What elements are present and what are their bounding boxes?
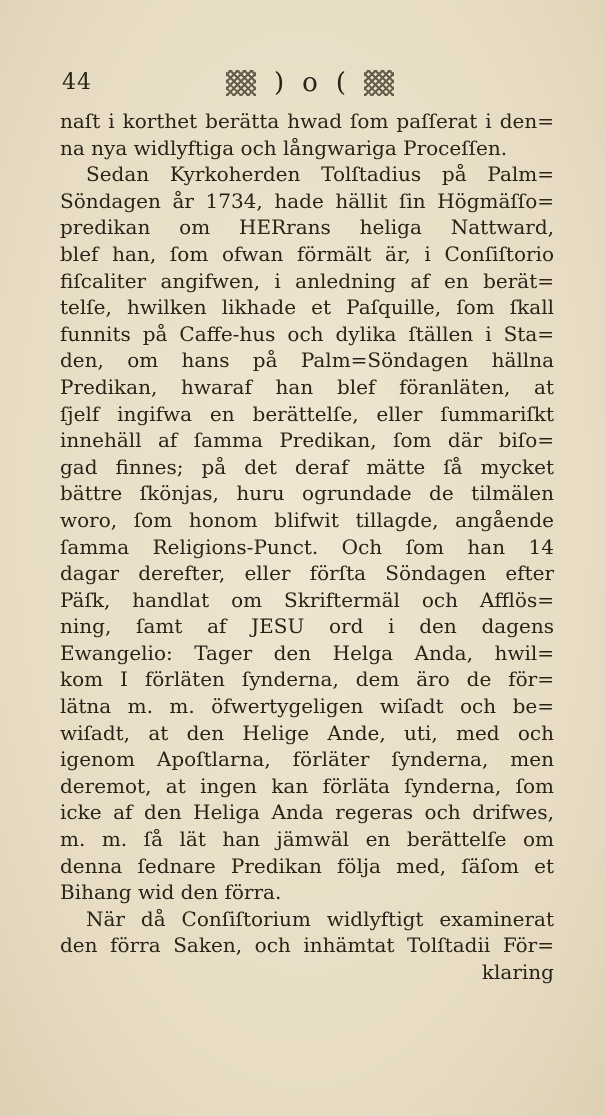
text-line: klaring — [481, 960, 554, 984]
text-line: m. m. ſå lät han jämwäl en berättelſe om — [60, 827, 554, 852]
text-line: innehäll af ſamma Predikan, ſom där biſo= — [60, 428, 554, 453]
text-line: Ewangelio: Tager den Helga Anda, hwil= — [60, 640, 554, 665]
text-line: ſamma Religions-Punct. Och ſom han 14 — [60, 534, 554, 559]
body-text — [60, 108, 554, 986]
text-line: ſjelf ingifwa en berättelſe, eller ſummariſkt — [60, 401, 554, 426]
text-line: funnits på Caffe-hus och dylika ſtällen i Sta= — [60, 321, 554, 346]
ornament-left-icon — [226, 70, 256, 96]
text-line: Päſk, handlat om Skriftermäl och Afflös= — [60, 587, 554, 612]
text-line: När då Conſiſtorium widlyftigt examinerat — [86, 906, 554, 931]
text-line: wiſadt, at den Helige Ande, uti, med och — [60, 720, 554, 745]
ornament-center-mark: o — [302, 68, 318, 98]
text-line: fiſcaliter angifwen, i anledning af en berät= — [60, 268, 554, 293]
text-line: Bihang wid den förra. — [60, 880, 282, 905]
text-line: Söndagen år 1734, hade hällit ſin Högmäſſo= — [60, 188, 554, 213]
ornament-right-paren: ( — [335, 68, 346, 98]
text-line: gad finnes; på det deraf mätte ſå mycket — [60, 454, 554, 479]
text-line: telſe, hwilken likhade et Paſquille, ſom ſkall — [60, 295, 554, 320]
text-line: woro, ſom honom blifwit tillagde, angående — [60, 507, 554, 532]
text-line: deremot, at ingen kan förläta ſynderna, ſom — [60, 773, 554, 798]
text-line: lätna m. m. öfwertygeligen wiſadt och be= — [60, 694, 554, 719]
page-header — [60, 64, 545, 104]
text-line: igenom Apoſtlarna, förläter ſynderna, men — [60, 747, 554, 772]
text-line: naſt i korthet berätta hwad ſom paſſerat i den= — [60, 109, 554, 133]
ornament-right-icon — [364, 70, 394, 96]
text-line: ning, ſamt af JESU ord i den dagens — [60, 614, 554, 639]
text-line: blef han, ſom ofwan förmält är, i Conſiſtorio — [60, 241, 554, 266]
text-line: Sedan Kyrkoherden Tolſtadius på Palm= — [86, 162, 554, 187]
text-line: den förra Saken, och inhämtat Tolſtadii För= — [60, 933, 554, 958]
text-line: icke af den Heliga Anda regeras och drifwes, — [60, 800, 554, 825]
text-line: dagar derefter, eller förſta Söndagen efter — [60, 561, 554, 586]
text-line: predikan om HERrans heliga Nattward, — [60, 215, 554, 240]
text-line: denna ſednare Predikan följa med, ſäſom et — [60, 853, 554, 878]
page-number: 44 — [62, 70, 92, 95]
text-line: bättre ſkönjas, huru ogrundade de tilmälen — [60, 481, 554, 506]
text-line: Predikan, hwaraf han blef föranläten, at — [60, 374, 554, 399]
text-line: na nya widlyftiga och långwariga Proceſſen. — [60, 135, 508, 160]
header-ornament — [226, 68, 394, 98]
ornament-left-paren: ) — [274, 68, 285, 98]
text-line: den, om hans på Palm=Söndagen hällna — [60, 348, 554, 373]
text-line: kom I förläten ſynderna, dem äro de för= — [60, 667, 554, 692]
